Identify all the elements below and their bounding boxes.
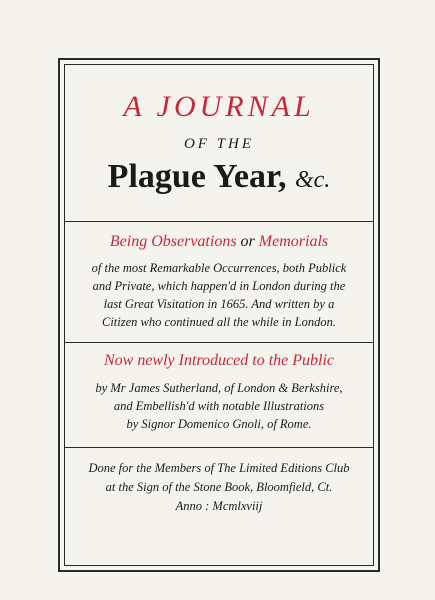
section1-heading — [64, 233, 374, 251]
section1-heading-part1: Being Observations — [109, 233, 237, 250]
divider-1 — [64, 221, 374, 222]
title-etc: &c. — [294, 167, 331, 193]
title-line-of-the: OF THE — [183, 136, 255, 152]
section1-line-2: and Private, which happen'd in London during the — [92, 279, 346, 293]
divider-2 — [64, 342, 374, 343]
section2-line-3: by Signor Domenico Gnoli, of Rome. — [126, 417, 312, 431]
title-plague-year-text: Plague Year, — [107, 158, 287, 195]
title-line-journal: A JOURNAL — [123, 90, 315, 123]
title-line-plague-year — [64, 158, 374, 196]
colophon-line-1: Done for the Members of The Limited Editions Club — [88, 461, 350, 475]
section1-heading-or: or — [240, 233, 255, 250]
colophon-line-3: Anno : Mcmlxviij — [175, 499, 263, 513]
section2-heading: Now newly Introduced to the Public — [103, 352, 335, 369]
section1-line-4: Citizen who continued all the while in London. — [101, 315, 337, 329]
section2-line-2: and Embellish'd with notable Illustrations — [113, 399, 325, 413]
section2-line-1: by Mr James Sutherland, of London & Berkshire, — [95, 381, 343, 395]
colophon-line-2: at the Sign of the Stone Book, Bloomfield, Ct. — [105, 480, 333, 494]
section1-heading-part2: Memorials — [258, 233, 329, 250]
section1-line-1: of the most Remarkable Occurrences, both Publick — [91, 261, 347, 275]
section1-line-3: last Great Visitation in 1665. And written by a — [103, 297, 335, 311]
divider-3 — [64, 447, 374, 448]
